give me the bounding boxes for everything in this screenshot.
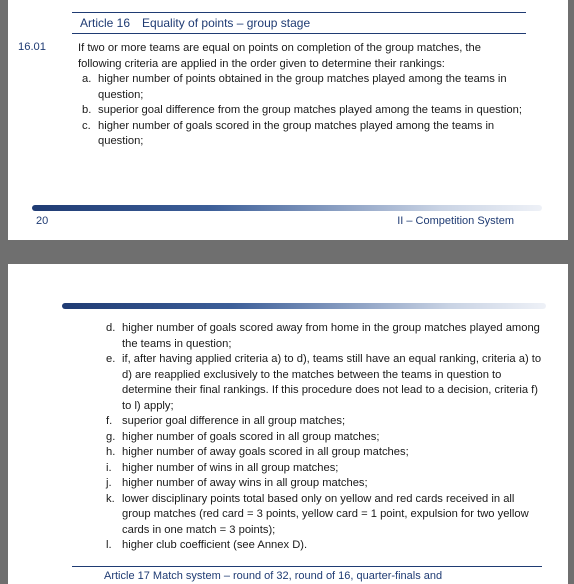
paragraph-text: If two or more teams are equal on points on completion of the group matches, the following criteria are applied in the order given to determine their rankings: (78, 42, 481, 70)
footer-section-title: II – Competition System (397, 215, 514, 227)
criterion-j: j. higher number of away wins in all group matches; (106, 477, 368, 489)
criteria-list-page-1 (82, 72, 522, 150)
article-bottom-rule (72, 33, 526, 34)
page-number: 20 (36, 215, 49, 227)
next-article-rule (72, 566, 542, 567)
criterion-e: e. if, after having applied criteria a) to d), teams still have an equal ranking, criteria a) to d) are reapplied exclusively to the matches between the teams in question to determine their final rankings. If this procedure does not lead to a decision, criteria f) to l) apply; (106, 353, 542, 412)
article-title: Equality of points – group stage (142, 16, 311, 30)
criterion-f: f. superior goal difference in all group matches; (106, 415, 346, 427)
criterion-l: l. higher club coefficient (see Annex D). (106, 539, 308, 551)
criterion-d: d. higher number of goals scored away from home in the group matches played among the teams in question; (106, 322, 540, 350)
header-gradient-bar (62, 303, 546, 309)
criterion-c: c. higher number of goals scored in the group matches played among the teams in question; (82, 119, 495, 147)
footer-gradient-bar (32, 205, 542, 211)
article-number: Article 16 (80, 16, 131, 30)
criterion-b: b. superior goal difference from the group matches played among the teams in question; (82, 104, 522, 116)
criterion-h: h. higher number of away goals scored in all group matches; (106, 446, 409, 458)
criteria-list-page-2 (106, 321, 542, 554)
article-top-rule (72, 12, 526, 13)
criterion-a: a. higher number of points obtained in the group matches played among the teams in question; (82, 73, 507, 101)
paragraph-number: 16.01 (18, 41, 46, 53)
document-page-2 (8, 264, 568, 584)
criterion-g: g. higher number of goals scored in all group matches; (106, 430, 380, 443)
next-article-heading: Article 17 Match system – round of 32, round of 16, quarter-finals and (104, 570, 443, 582)
document-page-1 (8, 0, 568, 240)
criterion-i: i. higher number of wins in all group matches; (106, 461, 339, 474)
article-heading (80, 16, 310, 30)
criterion-k: k. lower disciplinary points total based only on yellow and red cards received in all group matches (red card = 3 points, yellow card = 1 point, expulsion for two yellow cards in one match = 3 points); (106, 492, 529, 536)
